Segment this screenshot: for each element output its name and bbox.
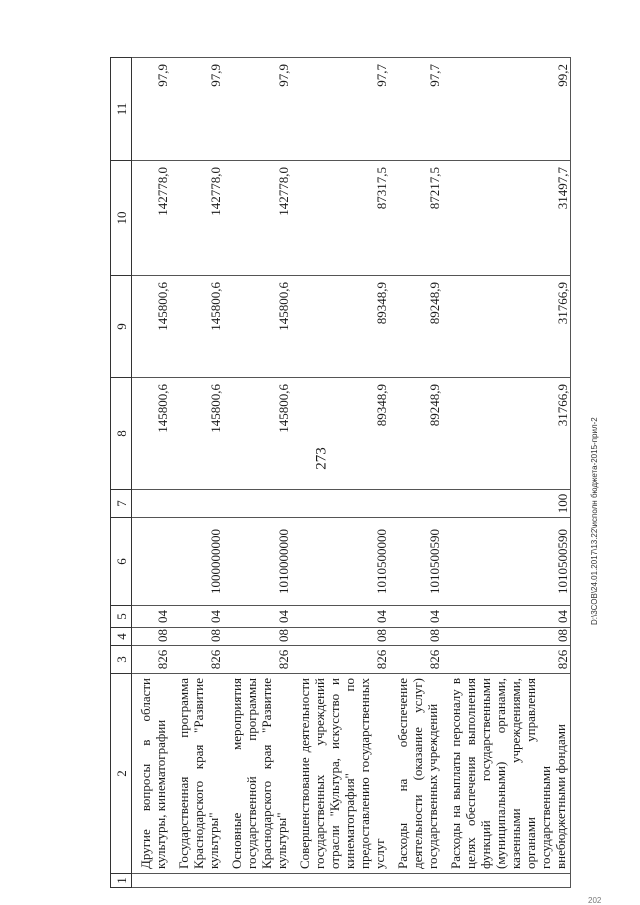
header-col-3: 3 bbox=[111, 646, 132, 674]
row-marker bbox=[442, 874, 571, 888]
header-col-2: 2 bbox=[111, 674, 132, 874]
cell-col-3: 826 bbox=[291, 646, 389, 674]
cell-col-6: 1000000000 bbox=[170, 518, 223, 606]
cell-col-9: 31766,9 bbox=[442, 276, 571, 378]
cell-col-4: 08 bbox=[442, 628, 571, 646]
cell-col-8: 145800,6 bbox=[170, 378, 223, 490]
cell-col-11: 97,9 bbox=[223, 58, 291, 161]
cell-col-6: 1010500000 bbox=[291, 518, 389, 606]
cell-col-11: 99,2 bbox=[442, 58, 571, 161]
row-name: Расходы на выплаты персоналу в целях обеспечения выполнения функций государственными (муниципальными) органами, казенными учреждениями, органами управления государственными внебюджетными фондами bbox=[442, 674, 571, 874]
cell-col-3: 826 bbox=[223, 646, 291, 674]
cell-col-7 bbox=[291, 490, 389, 518]
cell-col-4: 08 bbox=[223, 628, 291, 646]
header-col-8: 8 bbox=[111, 378, 132, 490]
row-marker bbox=[389, 874, 442, 888]
cell-col-5: 04 bbox=[170, 606, 223, 628]
cell-col-5: 04 bbox=[223, 606, 291, 628]
scan-corner-mark: 202 bbox=[588, 896, 602, 905]
cell-col-7 bbox=[170, 490, 223, 518]
cell-col-9: 145800,6 bbox=[132, 276, 171, 378]
cell-col-8: 145800,6 bbox=[132, 378, 171, 490]
cell-col-3: 826 bbox=[170, 646, 223, 674]
cell-col-4: 08 bbox=[170, 628, 223, 646]
footer-file-path: D:\3СОВ\24.01.2017\13.22\исполн бюджета-2015-прил-2 bbox=[590, 417, 599, 625]
header-col-4: 4 bbox=[111, 628, 132, 646]
cell-col-5: 04 bbox=[389, 606, 442, 628]
header-col-11: 11 bbox=[111, 58, 132, 161]
cell-col-5: 04 bbox=[442, 606, 571, 628]
cell-col-10: 142778,0 bbox=[170, 161, 223, 276]
table-row bbox=[442, 58, 571, 888]
table-row bbox=[132, 58, 171, 888]
cell-col-6 bbox=[132, 518, 171, 606]
budget-table bbox=[110, 57, 571, 888]
cell-col-10: 142778,0 bbox=[223, 161, 291, 276]
row-marker bbox=[132, 874, 171, 888]
cell-col-10: 87217,5 bbox=[389, 161, 442, 276]
page-number: 273 bbox=[313, 447, 330, 470]
cell-col-7 bbox=[223, 490, 291, 518]
table-row bbox=[223, 58, 291, 888]
cell-col-5: 04 bbox=[132, 606, 171, 628]
row-name: Совершенствование деятельности государственных учреждений отрасли "Культура, искусство и кинематография" по предоставлению государственных услуг bbox=[291, 674, 389, 874]
row-name: Основные мероприятия государственной программы Краснодарского края "Развитие культуры" bbox=[223, 674, 291, 874]
header-col-9: 9 bbox=[111, 276, 132, 378]
cell-col-3: 826 bbox=[389, 646, 442, 674]
cell-col-9: 89348,9 bbox=[291, 276, 389, 378]
header-col-5: 5 bbox=[111, 606, 132, 628]
cell-col-7 bbox=[389, 490, 442, 518]
cell-col-6: 1010000000 bbox=[223, 518, 291, 606]
table-row bbox=[170, 58, 223, 888]
header-col-1: 1 bbox=[111, 874, 132, 888]
cell-col-4: 08 bbox=[132, 628, 171, 646]
cell-col-3: 826 bbox=[442, 646, 571, 674]
header-col-7: 7 bbox=[111, 490, 132, 518]
row-name: Другие вопросы в области культуры, кинематографии bbox=[132, 674, 171, 874]
cell-col-11: 97,9 bbox=[132, 58, 171, 161]
cell-col-9: 145800,6 bbox=[170, 276, 223, 378]
cell-col-8: 89248,9 bbox=[389, 378, 442, 490]
cell-col-9: 145800,6 bbox=[223, 276, 291, 378]
row-name: Расходы на обеспечение деятельности (оказание услуг) государственных учреждений bbox=[389, 674, 442, 874]
budget-table-rotated bbox=[110, 58, 600, 888]
cell-col-7 bbox=[132, 490, 171, 518]
table-row bbox=[389, 58, 442, 888]
cell-col-10: 31497,7 bbox=[442, 161, 571, 276]
cell-col-11: 97,7 bbox=[291, 58, 389, 161]
cell-col-5: 04 bbox=[291, 606, 389, 628]
cell-col-7: 100 bbox=[442, 490, 571, 518]
cell-col-8: 89348,9 bbox=[291, 378, 389, 490]
header-col-6: 6 bbox=[111, 518, 132, 606]
cell-col-11: 97,7 bbox=[389, 58, 442, 161]
row-marker bbox=[291, 874, 389, 888]
cell-col-8: 31766,9 bbox=[442, 378, 571, 490]
cell-col-8: 145800,6 bbox=[223, 378, 291, 490]
cell-col-10: 142778,0 bbox=[132, 161, 171, 276]
row-marker bbox=[170, 874, 223, 888]
cell-col-4: 08 bbox=[389, 628, 442, 646]
cell-col-11: 97,9 bbox=[170, 58, 223, 161]
cell-col-6: 1010500590 bbox=[389, 518, 442, 606]
table-row bbox=[291, 58, 389, 888]
table-header-row bbox=[111, 58, 132, 888]
cell-col-4: 08 bbox=[291, 628, 389, 646]
cell-col-9: 89248,9 bbox=[389, 276, 442, 378]
cell-col-3: 826 bbox=[132, 646, 171, 674]
cell-col-6: 1010500590 bbox=[442, 518, 571, 606]
cell-col-10: 87317,5 bbox=[291, 161, 389, 276]
header-col-10: 10 bbox=[111, 161, 132, 276]
row-name: Государственная программа Краснодарского края "Развитие культуры" bbox=[170, 674, 223, 874]
row-marker bbox=[223, 874, 291, 888]
